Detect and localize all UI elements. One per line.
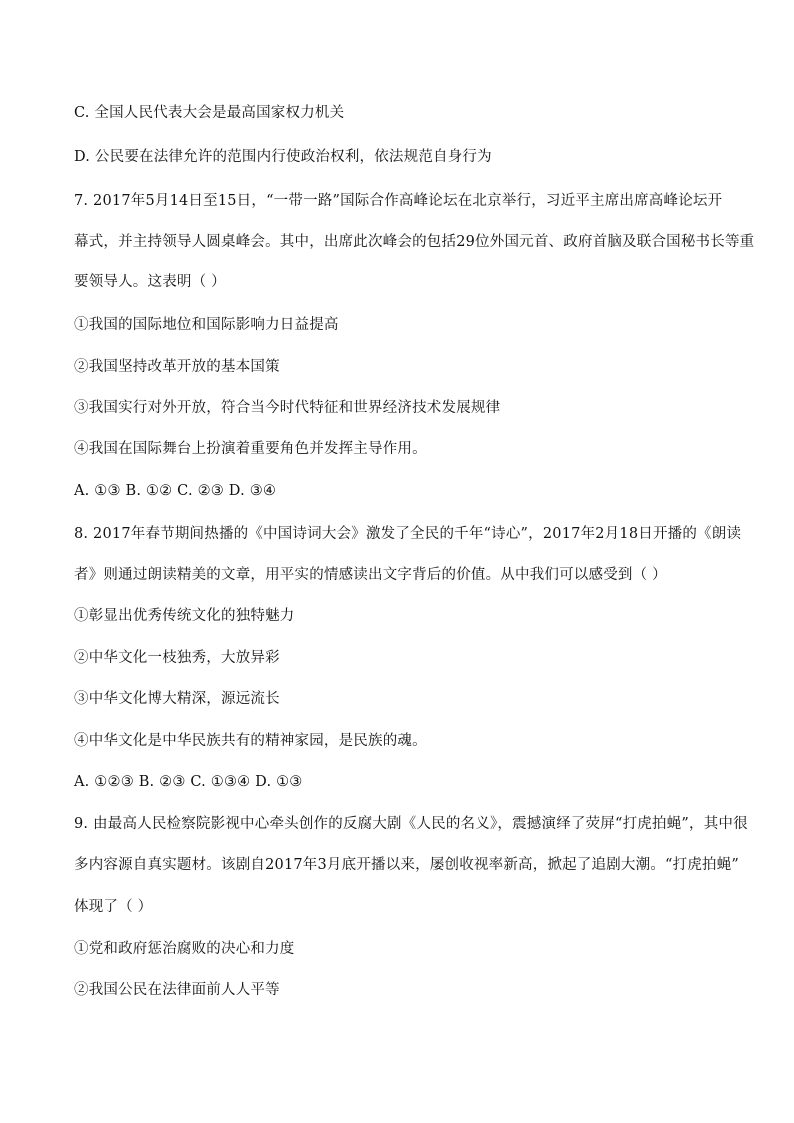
q9-statement-2: ②我国公民在法律面前人人平等 [74, 982, 280, 998]
question-7-line-1: 7. 2017年5月14日至15日，“一带一路”国际合作高峰论坛在北京举行，习近平主席出席高峰论坛开 [74, 193, 723, 209]
question-9-line-1: 9. 由最高人民检察院影视中心牵头创作的反腐大剧《人民的名义》，震撼演绎了荧屏“打虎拍蝇”，其中很 [74, 816, 748, 832]
q8-answer-options: A. ①②③ B. ②③ C. ①③④ D. ①③ [74, 774, 303, 790]
q7-statement-3: ③我国实行对外开放，符合当今时代特征和世界经济技术发展规律 [74, 400, 501, 416]
q8-statement-4: ④中华文化是中华民族共有的精神家园，是民族的魂。 [74, 733, 427, 749]
q8-statement-3: ③中华文化博大精深，源远流长 [74, 691, 280, 707]
q9-statement-1: ①党和政府惩治腐败的决心和力度 [74, 941, 295, 957]
question-7-line-2: 幕式，并主持领导人圆桌峰会。其中，出席此次峰会的包括29位外国元首、政府首脑及联合国秘书长等重 [74, 234, 755, 250]
q7-answer-options: A. ①③ B. ①② C. ②③ D. ③④ [74, 483, 277, 499]
q7-statement-2: ②我国坚持改革开放的基本国策 [74, 359, 280, 375]
option-d: D. 公民要在法律允许的范围内行使政治权利，依法规范自身行为 [74, 149, 492, 165]
q8-statement-1: ①彰显出优秀传统文化的独特魅力 [74, 608, 295, 624]
q8-statement-2: ②中华文化一枝独秀，大放异彩 [74, 650, 280, 666]
question-9-line-3: 体现了（ ） [74, 899, 153, 915]
question-8-line-1: 8. 2017年春节期间热播的《中国诗词大会》激发了全民的千年“诗心”，2017年2月18日开播的《朗读 [74, 526, 742, 542]
q7-statement-1: ①我国的国际地位和国际影响力日益提高 [74, 317, 339, 333]
option-c: C. 全国人民代表大会是最高国家权力机关 [74, 105, 345, 121]
question-7-line-3: 要领导人。这表明（ ） [74, 274, 226, 290]
question-8-line-2: 者》则通过朗读精美的文章，用平实的情感读出文字背后的价值。从中我们可以感受到（ ） [74, 567, 667, 583]
q7-statement-4: ④我国在国际舞台上扮演着重要角色并发挥主导作用。 [74, 441, 427, 457]
question-9-line-2: 多内容源自真实题材。该剧自2017年3月底开播以来，屡创收视率新高，掀起了追剧大潮。“打虎拍蝇” [74, 857, 740, 873]
